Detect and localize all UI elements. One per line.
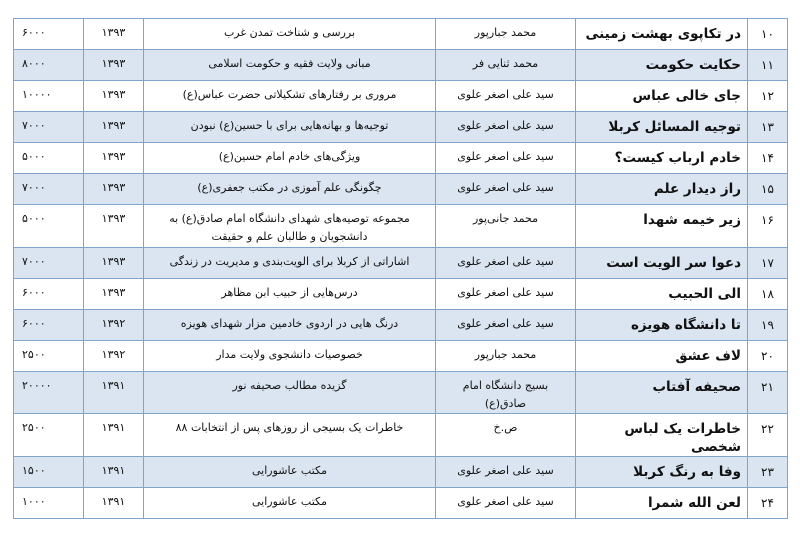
book-title: تا دانشگاه هویزه [576, 310, 748, 341]
book-subject: بررسی و شناخت تمدن غرب [144, 19, 436, 50]
book-subject: درنگ هایی در اردوی خادمین مزار شهدای هویزه [144, 310, 436, 341]
book-author: محمد ثنایی فر [436, 50, 576, 81]
publish-year: ۱۳۹۲ [84, 341, 144, 372]
book-price: ۲۵۰۰ [14, 341, 84, 372]
table-row [14, 248, 788, 279]
book-title: لعن الله شمرا [576, 488, 748, 519]
book-title: الی الحبیب [576, 279, 748, 310]
book-price: ۷۰۰۰ [14, 174, 84, 205]
table-row [14, 50, 788, 81]
book-subject: گزیده مطالب صحیفه نور [144, 372, 436, 414]
book-subject: مکتب عاشورایی [144, 488, 436, 519]
table-row [14, 174, 788, 205]
book-author: ص.خ [436, 414, 576, 457]
table-row [14, 341, 788, 372]
book-author: سید علی اصغر علوی [436, 488, 576, 519]
book-author: سید علی اصغر علوی [436, 143, 576, 174]
book-author: محمد جبارپور [436, 19, 576, 50]
publish-year: ۱۳۹۱ [84, 372, 144, 414]
book-price: ۶۰۰۰ [14, 279, 84, 310]
publish-year: ۱۳۹۳ [84, 50, 144, 81]
book-price: ۱۵۰۰ [14, 457, 84, 488]
book-price: ۱۰۰۰۰ [14, 81, 84, 112]
book-subject: مروری بر رفتارهای تشکیلاتی حضرت عباس(ع) [144, 81, 436, 112]
row-number: ۱۲ [748, 81, 788, 112]
publish-year: ۱۳۹۳ [84, 81, 144, 112]
table-row [14, 81, 788, 112]
table-row [14, 19, 788, 50]
book-price: ۵۰۰۰ [14, 205, 84, 248]
table-row [14, 279, 788, 310]
row-number: ۱۴ [748, 143, 788, 174]
book-author: سید علی اصغر علوی [436, 174, 576, 205]
publish-year: ۱۳۹۳ [84, 143, 144, 174]
book-author: سید علی اصغر علوی [436, 81, 576, 112]
row-number: ۲۰ [748, 341, 788, 372]
row-number: ۱۵ [748, 174, 788, 205]
book-author: سید علی اصغر علوی [436, 248, 576, 279]
book-price: ۶۰۰۰ [14, 19, 84, 50]
publish-year: ۱۳۹۳ [84, 248, 144, 279]
row-number: ۲۲ [748, 414, 788, 457]
publish-year: ۱۳۹۳ [84, 279, 144, 310]
table-row [14, 414, 788, 457]
book-author: بسیج دانشگاه امام صادق(ع) [436, 372, 576, 414]
book-title: زیر خیمه شهدا [576, 205, 748, 248]
book-author: سید علی اصغر علوی [436, 457, 576, 488]
row-number: ۱۱ [748, 50, 788, 81]
book-subject: مبانی ولایت فقیه و حکومت اسلامی [144, 50, 436, 81]
row-number: ۱۰ [748, 19, 788, 50]
book-title: خادم ارباب کیست؟ [576, 143, 748, 174]
book-author: سید علی اصغر علوی [436, 279, 576, 310]
publish-year: ۱۳۹۱ [84, 488, 144, 519]
book-price: ۱۰۰۰ [14, 488, 84, 519]
table-row [14, 372, 788, 414]
book-subject: توجیه‌ها و بهانه‌هایی برای با حسین(ع) نبودن [144, 112, 436, 143]
table-body [14, 19, 788, 519]
book-title: خاطرات یک لباس شخصی [576, 414, 748, 457]
book-subject: درس‌هایی از حبیب ابن مظاهر [144, 279, 436, 310]
book-price: ۲۰۰۰۰ [14, 372, 84, 414]
publish-year: ۱۳۹۳ [84, 205, 144, 248]
book-title: دعوا سر الویت است [576, 248, 748, 279]
table-row [14, 310, 788, 341]
book-subject: خصوصیات دانشجوی ولایت مدار [144, 341, 436, 372]
book-title: وفا به رنگ کربلا [576, 457, 748, 488]
publish-year: ۱۳۹۳ [84, 19, 144, 50]
book-title: راز دیدار علم [576, 174, 748, 205]
book-author: محمد جانی‌پور [436, 205, 576, 248]
row-number: ۱۹ [748, 310, 788, 341]
book-title: لاف عشق [576, 341, 748, 372]
table-row [14, 457, 788, 488]
row-number: ۲۳ [748, 457, 788, 488]
publish-year: ۱۳۹۱ [84, 457, 144, 488]
publish-year: ۱۳۹۲ [84, 310, 144, 341]
book-subject: مکتب عاشورایی [144, 457, 436, 488]
book-title: جای خالی عباس [576, 81, 748, 112]
table-row [14, 143, 788, 174]
book-title: در تکاپوی بهشت زمینی [576, 19, 748, 50]
row-number: ۱۷ [748, 248, 788, 279]
book-title: توجیه المسائل کربلا [576, 112, 748, 143]
book-title: صحیفه آفتاب [576, 372, 748, 414]
table-row [14, 488, 788, 519]
books-table [13, 18, 788, 519]
row-number: ۱۶ [748, 205, 788, 248]
book-price: ۷۰۰۰ [14, 248, 84, 279]
book-subject: مجموعه توصیه‌های شهدای دانشگاه امام صادق(ع) به دانشجویان و طالبان علم و حقیقت [144, 205, 436, 248]
book-price: ۲۵۰۰ [14, 414, 84, 457]
book-subject: خاطرات یک بسیجی از روزهای پس از انتخابات ۸۸ [144, 414, 436, 457]
book-author: محمد جبارپور [436, 341, 576, 372]
row-number: ۲۴ [748, 488, 788, 519]
row-number: ۱۸ [748, 279, 788, 310]
table-row [14, 112, 788, 143]
row-number: ۲۱ [748, 372, 788, 414]
book-title: حکایت حکومت [576, 50, 748, 81]
row-number: ۱۳ [748, 112, 788, 143]
table-row [14, 205, 788, 248]
book-price: ۸۰۰۰ [14, 50, 84, 81]
book-author: سید علی اصغر علوی [436, 310, 576, 341]
book-subject: چگونگی علم آموزی در مکتب جعفری(ع) [144, 174, 436, 205]
book-author: سید علی اصغر علوی [436, 112, 576, 143]
book-price: ۶۰۰۰ [14, 310, 84, 341]
book-price: ۷۰۰۰ [14, 112, 84, 143]
publish-year: ۱۳۹۳ [84, 174, 144, 205]
book-subject: اشاراتی از کربلا برای الویت‌بندی و مدیریت در زندگی [144, 248, 436, 279]
book-price: ۵۰۰۰ [14, 143, 84, 174]
publish-year: ۱۳۹۱ [84, 414, 144, 457]
book-subject: ویژگی‌های خادم امام حسین(ع) [144, 143, 436, 174]
publish-year: ۱۳۹۳ [84, 112, 144, 143]
